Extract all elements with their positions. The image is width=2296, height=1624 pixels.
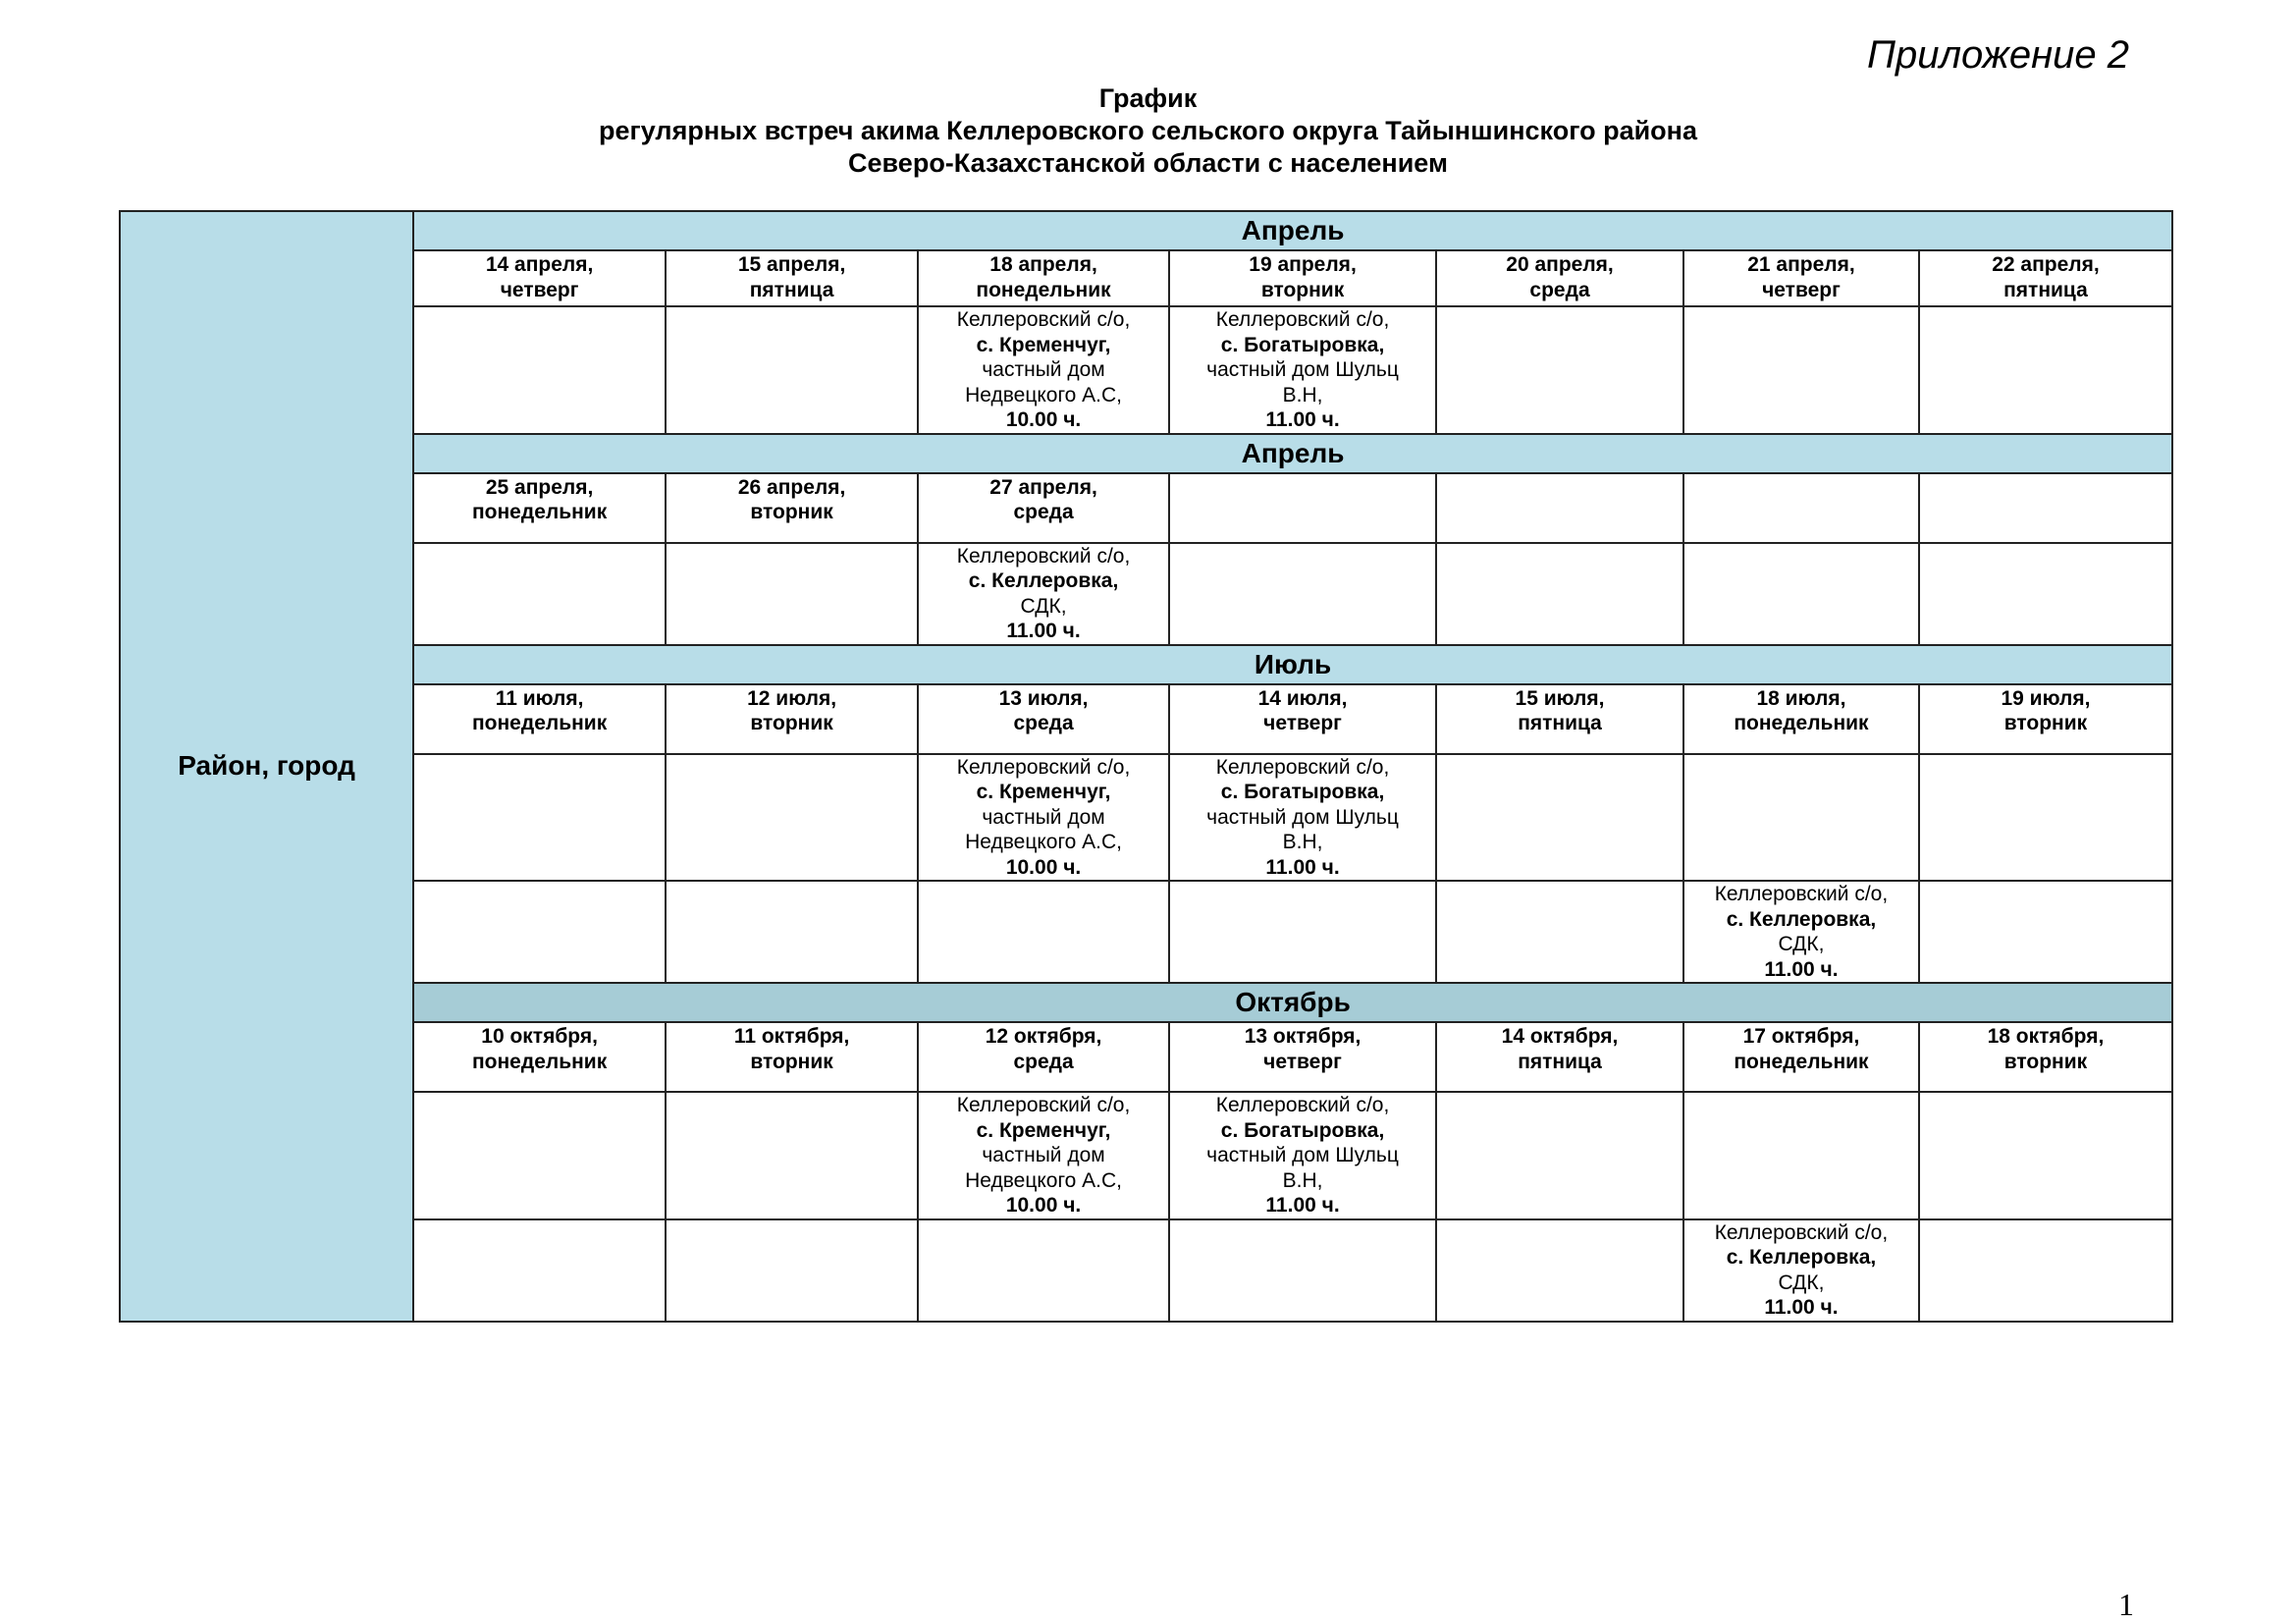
day-date: 19 июля, <box>2001 686 2091 710</box>
empty-cell <box>1436 306 1683 434</box>
empty-cell <box>666 543 918 645</box>
day-cell <box>666 684 918 754</box>
day-row <box>120 473 2172 543</box>
empty-cell <box>413 1219 666 1322</box>
region-header-cell <box>120 211 413 1322</box>
meeting-time: 10.00 ч. <box>1005 1194 1082 1217</box>
meeting-time: 11.00 ч. <box>1764 1296 1839 1319</box>
meeting-row <box>120 1219 2172 1322</box>
meeting-place: СДК, <box>1020 594 1067 618</box>
meeting-cell <box>918 306 1169 434</box>
meeting-village: с. Кременчуг, <box>976 333 1111 356</box>
empty-cell <box>413 306 666 434</box>
meeting-village: с. Келлеровка, <box>1726 907 1877 931</box>
empty-cell <box>413 754 666 882</box>
day-weekday: понедельник <box>471 501 608 523</box>
day-date: 18 октября, <box>1987 1025 2105 1048</box>
meeting-place: В.Н, <box>1282 383 1323 406</box>
day-date: 18 апреля, <box>989 253 1097 276</box>
empty-cell <box>413 1092 666 1219</box>
day-weekday: пятница <box>1518 712 1602 734</box>
appendix-label: Приложение 2 <box>1866 33 2129 77</box>
empty-cell <box>1169 543 1436 645</box>
title-line: Северо-Казахстанской области с населением <box>848 148 1448 178</box>
day-weekday: четверг <box>1263 1050 1342 1073</box>
empty-cell <box>666 881 918 983</box>
meeting-row <box>120 881 2172 983</box>
day-cell <box>1436 250 1683 306</box>
day-weekday: вторник <box>1260 278 1345 301</box>
month-row <box>120 434 2172 473</box>
meeting-time: 11.00 ч. <box>1006 620 1081 642</box>
day-date: 12 июля, <box>747 686 837 710</box>
meeting-district: Келлеровский с/о, <box>956 308 1131 331</box>
day-date: 10 октября, <box>481 1025 598 1048</box>
meeting-place: частный дом <box>982 358 1105 381</box>
meeting-time: 10.00 ч. <box>1005 855 1082 879</box>
day-row <box>120 1022 2172 1092</box>
empty-cell <box>918 1219 1169 1322</box>
month-header: Апрель <box>413 434 2172 473</box>
meeting-cell <box>918 543 1169 645</box>
empty-cell <box>1919 1219 2172 1322</box>
day-weekday: четверг <box>1762 278 1841 301</box>
meeting-village: с. Кременчуг, <box>976 1118 1111 1142</box>
month-header: Апрель <box>413 211 2172 250</box>
empty-cell <box>1919 881 2172 983</box>
meeting-district: Келлеровский с/о, <box>956 1094 1131 1116</box>
day-weekday: понедельник <box>1734 712 1869 734</box>
day-cell <box>1919 250 2172 306</box>
day-date: 13 июля, <box>998 686 1089 710</box>
day-date: 11 октября, <box>733 1025 850 1048</box>
meeting-cell <box>1683 881 1919 983</box>
day-date: 20 апреля, <box>1506 253 1614 276</box>
day-weekday: среда <box>1013 1050 1074 1073</box>
meeting-row <box>120 1092 2172 1219</box>
day-weekday: вторник <box>2003 712 2088 734</box>
day-date: 11 июля, <box>495 686 584 710</box>
day-weekday: понедельник <box>471 712 608 734</box>
meeting-time: 11.00 ч. <box>1764 957 1839 981</box>
day-date: 26 апреля, <box>737 475 846 499</box>
meeting-place: СДК, <box>1778 933 1825 955</box>
day-weekday: понедельник <box>471 1050 608 1073</box>
meeting-cell <box>1169 754 1436 882</box>
meeting-cell <box>1683 1219 1919 1322</box>
day-weekday: среда <box>1013 712 1074 734</box>
month-row <box>120 983 2172 1022</box>
empty-cell <box>1436 1219 1683 1322</box>
meeting-district: Келлеровский с/о, <box>1215 755 1390 779</box>
empty-cell <box>1436 1092 1683 1219</box>
day-cell <box>413 473 666 543</box>
day-date: 22 апреля, <box>1992 253 2100 276</box>
day-date: 18 июля, <box>1756 686 1846 710</box>
month-header: Октябрь <box>413 983 2172 1022</box>
day-cell <box>918 250 1169 306</box>
meeting-village: с. Богатыровка, <box>1220 333 1385 356</box>
day-cell <box>1683 250 1919 306</box>
meeting-cell <box>1169 1092 1436 1219</box>
day-cell <box>1683 1022 1919 1092</box>
day-cell <box>1919 473 2172 543</box>
day-cell <box>666 250 918 306</box>
day-weekday: четверг <box>1263 712 1342 734</box>
day-date: 19 апреля, <box>1249 253 1357 276</box>
meeting-row <box>120 543 2172 645</box>
day-cell <box>1683 684 1919 754</box>
empty-cell <box>918 881 1169 983</box>
day-weekday: четверг <box>500 278 579 301</box>
empty-cell <box>1169 881 1436 983</box>
meeting-village: с. Богатыровка, <box>1220 1118 1385 1142</box>
empty-cell <box>1436 881 1683 983</box>
empty-cell <box>1683 543 1919 645</box>
month-row <box>120 211 2172 250</box>
meeting-place: В.Н, <box>1282 831 1323 853</box>
day-weekday: пятница <box>1518 1050 1602 1073</box>
day-cell <box>918 684 1169 754</box>
empty-cell <box>413 543 666 645</box>
day-weekday: среда <box>1529 278 1590 301</box>
empty-cell <box>1436 543 1683 645</box>
meeting-district: Келлеровский с/о, <box>956 755 1131 779</box>
empty-cell <box>1436 754 1683 882</box>
day-cell <box>1169 684 1436 754</box>
empty-cell <box>1169 1219 1436 1322</box>
day-date: 15 июля, <box>1515 686 1605 710</box>
meeting-village: с. Кременчуг, <box>976 781 1111 803</box>
day-cell <box>1919 684 2172 754</box>
day-date: 12 октября, <box>985 1025 1102 1048</box>
empty-cell <box>666 1219 918 1322</box>
meeting-cell <box>918 1092 1169 1219</box>
meeting-district: Келлеровский с/о, <box>1714 883 1889 905</box>
day-date: 13 октября, <box>1244 1025 1362 1048</box>
meeting-village: с. Келлеровка, <box>968 569 1119 592</box>
meeting-place: Недвецкого А.С, <box>965 831 1122 853</box>
day-date: 27 апреля, <box>989 475 1097 499</box>
document-title <box>0 82 2296 180</box>
title-line: регулярных встреч акима Келлеровского сельского округа Тайыншинского района <box>599 116 1697 145</box>
day-cell <box>666 1022 918 1092</box>
meeting-district: Келлеровский с/о, <box>956 544 1131 568</box>
month-row <box>120 645 2172 684</box>
empty-cell <box>1919 306 2172 434</box>
meeting-time: 10.00 ч. <box>1005 408 1082 431</box>
meeting-time: 11.00 ч. <box>1265 408 1340 431</box>
day-date: 14 июля, <box>1257 686 1348 710</box>
day-row <box>120 250 2172 306</box>
meeting-place: Недвецкого А.С, <box>965 383 1122 406</box>
schedule-table <box>119 210 2173 1323</box>
day-cell <box>1436 684 1683 754</box>
day-cell <box>413 684 666 754</box>
day-cell <box>918 1022 1169 1092</box>
day-weekday: пятница <box>2003 278 2088 301</box>
empty-cell <box>1919 754 2172 882</box>
day-cell <box>1919 1022 2172 1092</box>
day-weekday: вторник <box>2003 1050 2088 1073</box>
meeting-cell <box>1169 306 1436 434</box>
day-weekday: среда <box>1013 501 1074 523</box>
meeting-row <box>120 306 2172 434</box>
day-date: 17 октября, <box>1742 1025 1860 1048</box>
day-cell <box>1436 473 1683 543</box>
day-cell <box>666 473 918 543</box>
meeting-district: Келлеровский с/о, <box>1215 1094 1390 1116</box>
empty-cell <box>1683 1092 1919 1219</box>
day-weekday: вторник <box>750 1050 833 1073</box>
meeting-village: с. Богатыровка, <box>1220 781 1385 803</box>
meeting-place: В.Н, <box>1282 1168 1323 1192</box>
day-row <box>120 684 2172 754</box>
meeting-place: частный дом <box>982 805 1105 829</box>
day-weekday: вторник <box>750 501 833 523</box>
meeting-place: частный дом Шульц <box>1206 1144 1399 1166</box>
meeting-place: частный дом <box>982 1144 1105 1166</box>
day-cell <box>413 1022 666 1092</box>
day-date: 15 апреля, <box>737 253 846 276</box>
day-date: 14 октября, <box>1501 1025 1619 1048</box>
day-weekday: понедельник <box>1734 1050 1869 1073</box>
empty-cell <box>1683 306 1919 434</box>
day-cell <box>1436 1022 1683 1092</box>
title-line: График <box>1098 83 1198 113</box>
empty-cell <box>666 754 918 882</box>
day-weekday: понедельник <box>976 278 1111 301</box>
region-header-label: Район, город <box>178 750 355 782</box>
meeting-place: частный дом Шульц <box>1206 805 1399 829</box>
month-header: Июль <box>413 645 2172 684</box>
meeting-place: СДК, <box>1778 1271 1825 1294</box>
meeting-district: Келлеровский с/о, <box>1215 308 1390 331</box>
meeting-cell <box>918 754 1169 882</box>
empty-cell <box>666 1092 918 1219</box>
day-cell <box>1169 473 1436 543</box>
empty-cell <box>1919 543 2172 645</box>
day-cell <box>413 250 666 306</box>
meeting-time: 11.00 ч. <box>1265 855 1340 879</box>
meeting-village: с. Келлеровка, <box>1726 1246 1877 1269</box>
day-cell <box>1683 473 1919 543</box>
meeting-row <box>120 754 2172 882</box>
meeting-place: частный дом Шульц <box>1206 358 1399 381</box>
empty-cell <box>1683 754 1919 882</box>
empty-cell <box>1919 1092 2172 1219</box>
empty-cell <box>666 306 918 434</box>
day-date: 14 апреля, <box>485 253 594 276</box>
day-weekday: пятница <box>749 278 834 301</box>
day-date: 25 апреля, <box>485 475 594 499</box>
meeting-place: Недвецкого А.С, <box>965 1168 1122 1192</box>
meeting-district: Келлеровский с/о, <box>1714 1220 1889 1244</box>
day-date: 21 апреля, <box>1747 253 1855 276</box>
page-number: 1 <box>2118 1587 2134 1622</box>
day-cell <box>1169 250 1436 306</box>
meeting-time: 11.00 ч. <box>1265 1194 1340 1217</box>
day-cell <box>1169 1022 1436 1092</box>
empty-cell <box>413 881 666 983</box>
day-cell <box>918 473 1169 543</box>
day-weekday: вторник <box>750 712 833 734</box>
